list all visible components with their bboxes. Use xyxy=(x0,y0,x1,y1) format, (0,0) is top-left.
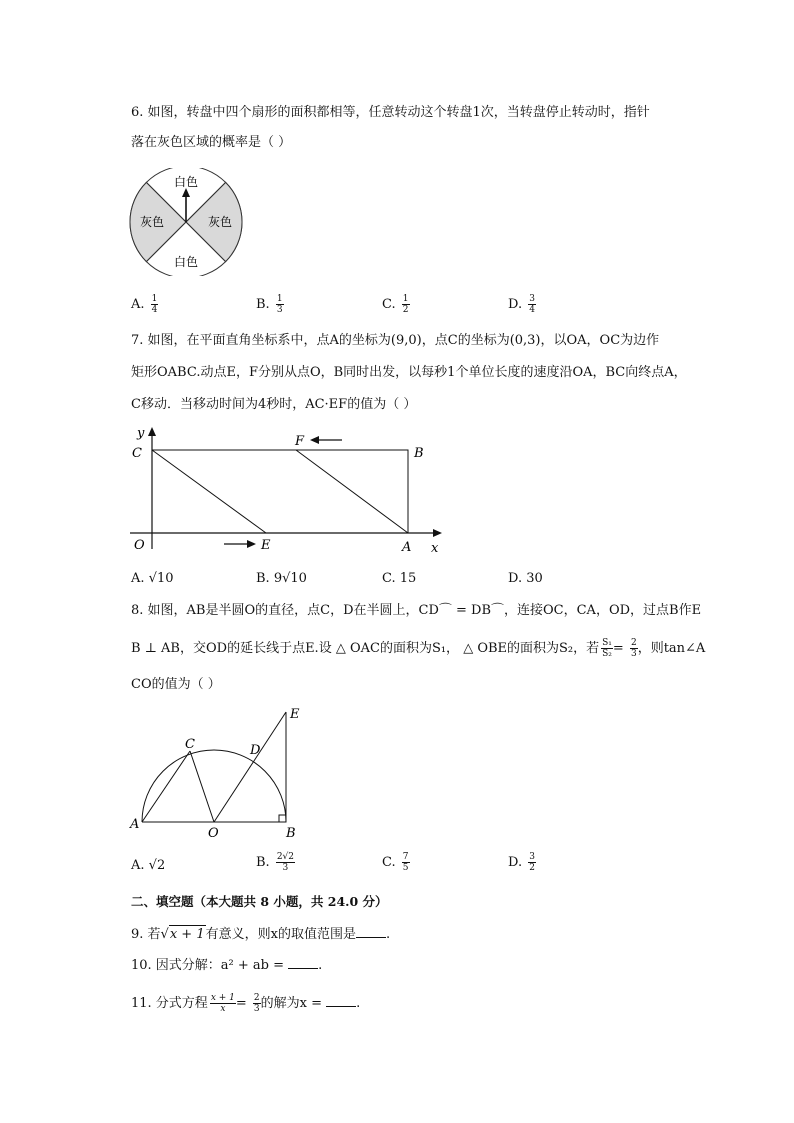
q7-option-a[interactable]: A. √10 xyxy=(131,571,174,586)
q7-option-c[interactable]: C. 15 xyxy=(382,571,417,586)
svg-text:C: C xyxy=(185,737,195,752)
sector-label-right: 灰色 xyxy=(207,215,233,229)
q9-line: 9. 若√x + 1有意义，则x的取值范围是 . xyxy=(131,927,391,942)
svg-text:D: D xyxy=(250,743,261,758)
q7-option-d[interactable]: D. 30 xyxy=(508,571,543,586)
section-heading: 二、填空题（本大题共 8 小题，共 24.0 分） xyxy=(131,894,388,909)
q8-line3: CO的值为（ ） xyxy=(131,677,221,692)
q6-line2: 落在灰色区域的概率是（ ） xyxy=(131,135,292,150)
q8-line2: B ⊥ AB，交OD的延长线于点E.设 △ OAC的面积为S₁， △ OBE的面积为S₂，若 $\frac{\text{S₁}}{\text{S₂}}$ = $\frac{2}{3}$ ，则tan∠A xyxy=(131,638,706,659)
q8-option-d[interactable]: D. $\frac{3}{2}$ xyxy=(508,852,535,873)
sector-label-bottom: 白色 xyxy=(173,255,199,269)
q7-option-b[interactable]: B. 9√10 xyxy=(256,571,307,586)
svg-text:O: O xyxy=(134,538,145,553)
svg-text:F: F xyxy=(295,434,305,449)
q11-line: 11. 分式方程 $\frac{x + 1}{x}$ = $\frac{2}{3}$ 的解为x = . xyxy=(131,993,361,1014)
svg-text:y: y xyxy=(137,426,145,441)
q8-line1: 8. 如图，AB是半圆O的直径，点C，D在半圆上，CD⌒ = DB⌒，连接OC，CA，OD，过点B作E xyxy=(131,603,702,618)
q6-option-d[interactable]: D. $\frac{3}{4}$ xyxy=(508,294,535,315)
q8-option-b[interactable]: B. $\frac{2√2}{3}$ xyxy=(256,852,295,873)
semicircle-figure xyxy=(128,702,308,840)
q10-line: 10. 因式分解：a² + ab = . xyxy=(131,958,323,973)
svg-text:C: C xyxy=(132,446,142,461)
svg-text:E: E xyxy=(261,538,271,553)
q7-line3: C移动．当移动时间为4秒时，AC·EF的值为（ ） xyxy=(131,397,417,412)
svg-text:A: A xyxy=(402,540,412,555)
q6-option-c[interactable]: C. $\frac{1}{2}$ xyxy=(382,294,409,315)
coordinate-rectangle-figure xyxy=(128,425,448,557)
q10-answer-blank[interactable] xyxy=(288,956,318,969)
q6-option-b[interactable]: B. $\frac{1}{3}$ xyxy=(256,294,283,315)
svg-text:E: E xyxy=(290,707,300,722)
sector-label-top: 白色 xyxy=(173,175,199,189)
q6-option-a[interactable]: A. $\frac{1}{4}$ xyxy=(131,294,158,315)
q9-answer-blank[interactable] xyxy=(356,925,386,938)
svg-text:A: A xyxy=(130,817,140,832)
q7-line1: 7. 如图，在平面直角坐标系中，点A的坐标为(9,0)，点C的坐标为(0,3)，以OA，OC为边作 xyxy=(131,333,660,348)
spinner-figure xyxy=(128,168,246,276)
svg-text:B: B xyxy=(414,446,424,461)
q8-option-c[interactable]: C. $\frac{7}{5}$ xyxy=(382,852,409,873)
q6-line1: 6. 如图，转盘中四个扇形的面积都相等，任意转动这个转盘1次，当转盘停止转动时，指针 xyxy=(131,105,650,120)
svg-text:B: B xyxy=(286,826,296,840)
svg-text:x: x xyxy=(431,541,439,556)
q11-answer-blank[interactable] xyxy=(326,994,356,1007)
svg-text:O: O xyxy=(208,826,219,840)
q8-option-a[interactable]: A. √2 xyxy=(131,858,166,873)
sector-label-left: 灰色 xyxy=(139,215,165,229)
q7-line2: 矩形OABC.动点E，F分别从点O，B同时出发，以每秒1个单位长度的速度沿OA，BC向终点A， xyxy=(131,365,687,380)
